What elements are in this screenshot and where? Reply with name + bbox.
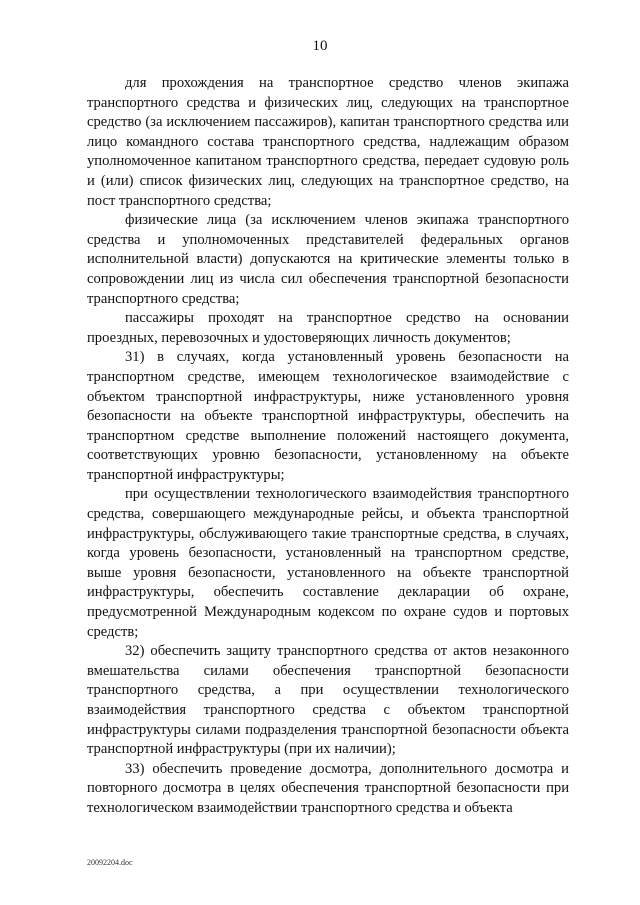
paragraph-international-interaction: при осуществлении технологического взаимодействия транспортного средства, совершающего международные рейсы, и объекта транспортной инфраструктуры, обслуживающего такие транспортные средства, в случаях, когда уровень безопасности, установленный на транспортном средстве, выше уровня безопасности, установленного на объекте транспортной инфраструктуры, обеспечить составление декларации об охране, предусмотренной Международным кодексом по охране судов и портовых средств; — [87, 486, 569, 640]
document-body — [87, 74, 569, 819]
paragraph-item-33: 33) обеспечить проведение досмотра, дополнительного досмотра и повторного досмотра в целях обеспечения транспортной безопасности при технологическом взаимодействии транспортного средства и объекта — [87, 760, 569, 816]
page-number: 10 — [312, 38, 328, 54]
paragraph-boarding-crew-list: для прохождения на транспортное средство членов экипажа транспортного средства и физических лиц, следующих на транспортное средство (за исключением пассажиров), капитан транспортного средства или лицо командного состава транспортного средства, надлежащим образом уполномоченное капитаном транспортного средства, передает судовую роль и (или) список физических лиц, следующих на транспортное средство, на пост транспортного средства; — [87, 75, 569, 209]
paragraph-item-31: 31) в случаях, когда установленный уровень безопасности на транспортном средстве, имеющем технологическое взаимодействие с объектом транспортной инфраструктуры, ниже установленного уровня безопасности на объекте транспортной инфраструктуры, обеспечить на транспортном средстве выполнение положений настоящего документа, соответствующих уровню безопасности, установленному на объекте транспортной инфраструктуры; — [87, 349, 569, 483]
paragraph-critical-elements-access: физические лица (за исключением членов экипажа транспортного средства и уполномоченных представителей федеральных органов исполнительной власти) допускаются на критические элементы только в сопровождении лиц из числа сил обеспечения транспортной безопасности транспортного средства; — [87, 212, 569, 307]
paragraph-passengers-documents: пассажиры проходят на транспортное средство на основании проездных, перевозочных и удостоверяющих личность документов; — [87, 310, 569, 346]
paragraph-item-32: 32) обеспечить защиту транспортного средства от актов незаконного вмешательства силами обеспечения транспортной безопасности транспортного средства, а при осуществлении технологического взаимодействия транспортного средства с объектом транспортной инфраструктуры силами подразделения транспортной безопасности объекта транспортной инфраструктуры (при их наличии); — [87, 643, 569, 758]
footer-file-name: 20092204.doc — [87, 858, 133, 867]
